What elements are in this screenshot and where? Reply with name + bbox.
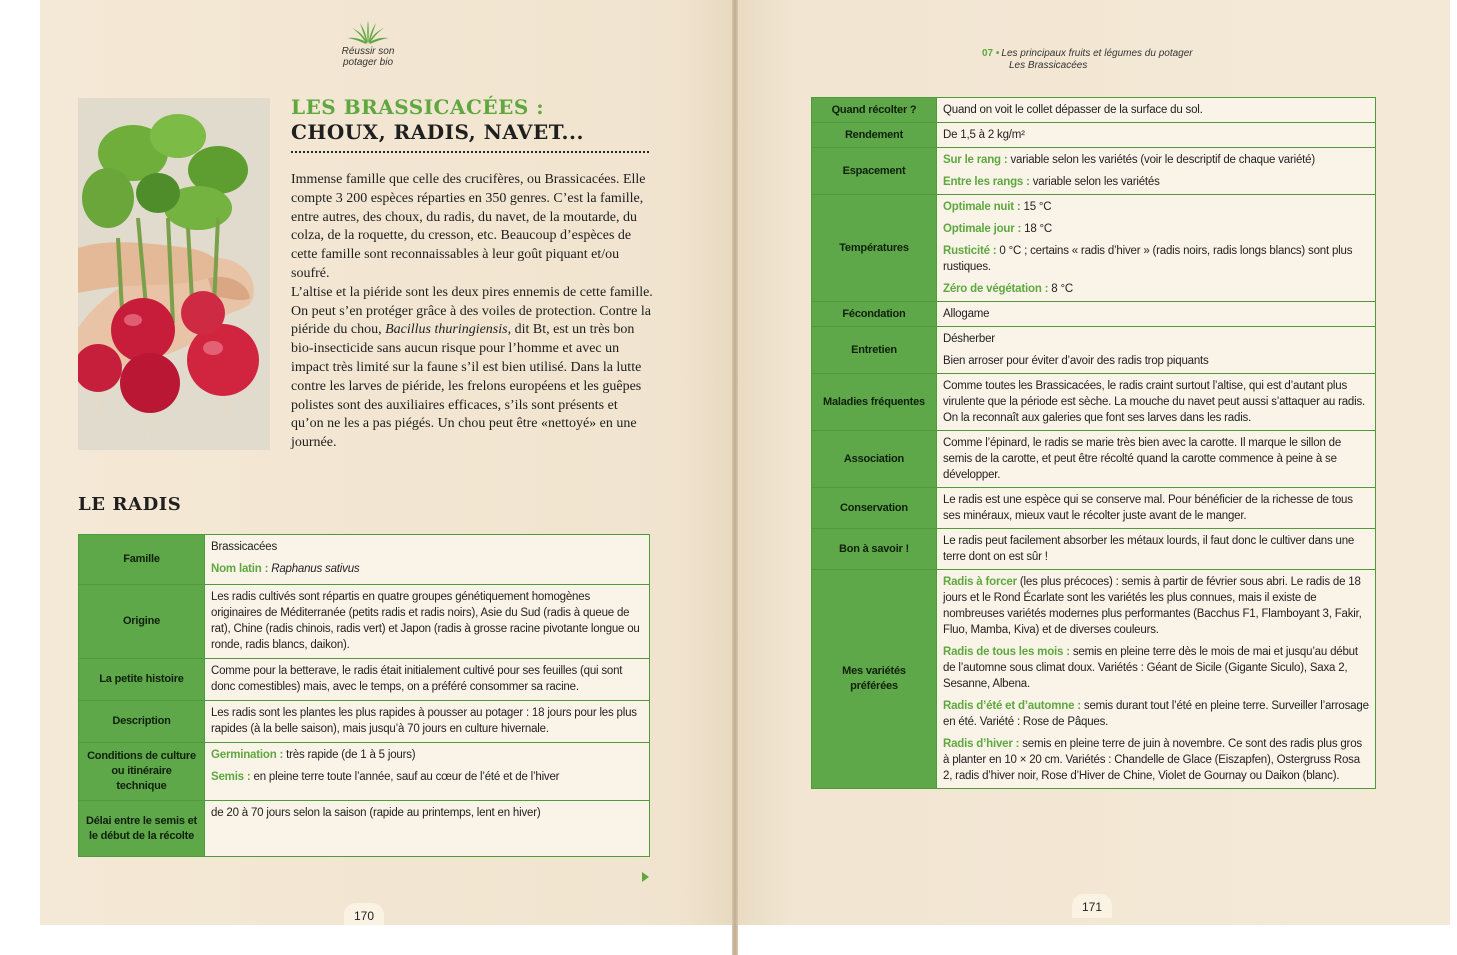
row-value: Désherber Bien arroser pour éviter d’avoir des radis trop piquants: [937, 327, 1376, 374]
row-value: Comme l’épinard, le radis se marie très bien avec la carotte. Il marque le sillon de semis de la carotte, et peut être récolté quand la carotte commence à peine à se développer.: [937, 431, 1376, 488]
row-value: Radis à forcer (les plus précoces) : semis à partir de février sous abri. Le radis de 18 jours et le Rond Écarlate sont les variétés les plus connues, mais il existe de nombreuses variétés modernes plus performantes (Bacchus F1, Flamboyant 3, Fakir, Fluo, Mamba, Kiva) et de diverses couleurs. Radis de tous les mois : semis en pleine terre dès le mois de mai et jusqu’au début de l’automne sous climat doux. Variétés : Géant de Sicile (Gigante Siculo), Saxa 2, Sesanne, Albena. Radis d’été et d’automne : semis durant tout l’été en pleine terre. Surveiller l’arrosage en été. Variété : Rose de Pâques. Radis d’hiver : semis en pleine terre de juin à novembre. Ce sont des radis plus gros à planter en 10 × 20 cm. Variétés : Chandelle de Glace (Eiszapfen), Ostergruss Rosa 2, radis d’hiver noir, Rose d’Hiver de Chine, Violet de Gournay ou Daikon (blanc).: [937, 570, 1376, 789]
row-value: Germination : très rapide (de 1 à 5 jours) Semis : en pleine terre toute l’année, sauf au cœur de l’été et de l’hiver: [205, 743, 650, 801]
table-row: [812, 488, 1376, 529]
leaf-sprig-icon: [346, 18, 390, 46]
running-head-line-1: Les principaux fruits et légumes du potager: [1001, 48, 1193, 59]
logo-line-2: potager bio: [342, 57, 394, 68]
logo-line-1: Réussir son: [341, 46, 395, 57]
row-label: Températures: [812, 195, 937, 302]
page-number: 170: [344, 903, 384, 925]
running-head-line-2: Les Brassicacées: [1009, 60, 1088, 71]
intro-text: [291, 171, 653, 453]
title-line-1: LES BRASSICACÉES :: [291, 95, 545, 119]
table-row: [79, 801, 650, 857]
radis-table-left: [78, 534, 650, 857]
row-value: Les radis cultivés sont répartis en quatre groupes génétiquement homogènes originaires de Méditerranée (petits radis et radis noirs), Asie du Sud (radis à queue de rat), Chine (radis chinois, radis vert) et Japon (radis à grosse racine pivotante longue ou ronde, radis blancs, daikon).: [205, 585, 650, 659]
right-page: [738, 0, 1450, 925]
row-label: Association: [812, 431, 937, 488]
section-title: LE RADIS: [78, 494, 182, 515]
row-label: Entretien: [812, 327, 937, 374]
row-label: Espacement: [812, 148, 937, 195]
table-row: [812, 302, 1376, 327]
row-label: La petite histoire: [79, 659, 205, 701]
table-row: [812, 374, 1376, 431]
row-value: Optimale nuit : 15 °C Optimale jour : 18 °C Rusticité : 0 °C ; certains « radis d’hiver » (radis noirs, radis longs blancs) sont plus rustiques. Zéro de végétation : 8 °C: [937, 195, 1376, 302]
row-value: Les radis sont les plantes les plus rapides à pousser au potager : 18 jours pour les plus rapides (à la belle saison), mais jusqu’à 70 jours en culture hivernale.: [205, 701, 650, 743]
table-row: [812, 431, 1376, 488]
chapter-number: 07 •: [982, 48, 1000, 59]
title-line-2: CHOUX, RADIS, NAVET...: [291, 120, 584, 144]
row-value: Sur le rang : variable selon les variétés (voir le descriptif de chaque variété) Entre les rangs : variable selon les variétés: [937, 148, 1376, 195]
row-label: Bon à savoir !: [812, 529, 937, 570]
table-row: [79, 743, 650, 801]
next-page-arrow-icon: [642, 872, 649, 882]
row-label: Origine: [79, 585, 205, 659]
row-label: Quand récolter ?: [812, 98, 937, 123]
row-value: Comme toutes les Brassicacées, le radis craint surtout l’altise, qui est d’autant plus virulente que la période est sèche. La mouche du navet peut aussi s’attaquer au radis. On la reconnaît aux galeries que font ses larves dans les radis.: [937, 374, 1376, 431]
book-logo: [328, 18, 408, 68]
row-label: Conditions de culture ou itinéraire technique: [79, 743, 205, 801]
row-label: Famille: [79, 535, 205, 585]
table-row: [812, 123, 1376, 148]
row-value: De 1,5 à 2 kg/m²: [937, 123, 1376, 148]
row-value: Comme pour la betterave, le radis était initialement cultivé pour ses feuilles (qui sont donc comestibles) mais, avec le temps, on a préféré consommer sa racine.: [205, 659, 650, 701]
radis-table-right: [811, 97, 1376, 789]
table-row: [812, 195, 1376, 302]
page-number: 171: [1072, 894, 1112, 918]
left-page: [40, 0, 732, 925]
table-row: [79, 535, 650, 585]
table-row: [79, 659, 650, 701]
table-row: [812, 327, 1376, 374]
row-value: Allogame: [937, 302, 1376, 327]
row-label: Délai entre le semis et le début de la récolte: [79, 801, 205, 857]
table-row: [79, 701, 650, 743]
title-divider: [291, 151, 649, 153]
row-value: de 20 à 70 jours selon la saison (rapide au printemps, lent en hiver): [205, 801, 650, 857]
table-row: [812, 148, 1376, 195]
row-label: Mes variétés préférées: [812, 570, 937, 789]
table-row: [79, 585, 650, 659]
row-label: Fécondation: [812, 302, 937, 327]
row-label: Maladies fréquentes: [812, 374, 937, 431]
intro-paragraph-1: Immense famille que celle des crucifères, ou Brassicacées. Elle compte 3 200 espèces réparties en 350 genres. C’est la famille, entre autres, des choux, du radis, du navet, de la moutarde, du colza, de la roquette, du cresson, etc. Beaucoup d’espèces de cette famille sont reconnaissables à leur goût piquant et/ou soufré.: [291, 172, 646, 281]
table-row: [812, 529, 1376, 570]
radish-photo: [78, 98, 270, 450]
chapter-title: [291, 95, 651, 153]
running-head: [982, 48, 1402, 72]
row-label: Rendement: [812, 123, 937, 148]
row-label: Description: [79, 701, 205, 743]
row-value: Le radis est une espèce qui se conserve mal. Pour bénéficier de la richesse de tous ses minéraux, mieux vaut le récolter juste avant de le manger.: [937, 488, 1376, 529]
table-row: [812, 98, 1376, 123]
row-value: Quand on voit le collet dépasser de la surface du sol.: [937, 98, 1376, 123]
row-value: Le radis peut facilement absorber les métaux lourds, il faut donc le cultiver dans une terre dont on est sûr !: [937, 529, 1376, 570]
table-row: [812, 570, 1376, 789]
intro-paragraph-2: L’altise et la piéride sont les deux pires ennemis de cette famille. On peut s’en protéger grâce à des voiles de protection. Contre la piéride du chou, Bacillus thuringiensis, dit Bt, est un très bon bio-insecticide sans aucun risque pour l’homme et avec un impact très limité sur la faune s’il est bien utilisé. Dans la lutte contre les larves de piéride, les frelons européens et les guêpes polistes sont des auxiliaires efficaces, s’ils sont présents et qu’on ne les a pas piégés. Un chou peut être «nettoyé» en une journée.: [291, 284, 653, 451]
row-label: Conservation: [812, 488, 937, 529]
row-value: Brassicacées Nom latin : Raphanus sativus: [205, 535, 650, 585]
